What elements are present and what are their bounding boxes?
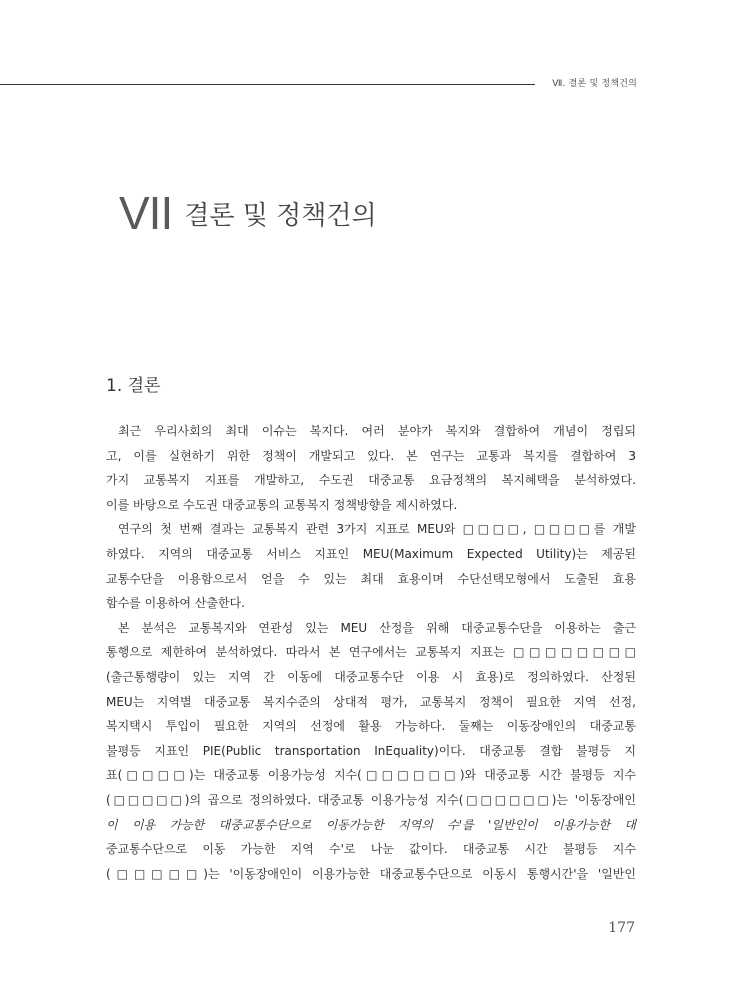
- section-heading: 1. 결론: [106, 376, 161, 396]
- body-line: 연구의 첫 번째 결과는 교통복지 관련 3가지 지표로 MEU와 □□□□, □□□□를 개발: [118, 522, 636, 537]
- body-line: 고, 이를 실현하기 위한 정책이 개발되고 있다. 본 연구는 교통과 복지를 결합하여 3: [106, 448, 636, 463]
- body-line: 이를 바탕으로 수도권 대중교통의 교통복지 정책방향을 제시하였다.: [106, 497, 458, 512]
- body-line: 불평등 지표인 PIE(Public transportation InEquality)이다. 대중교통 결합 불평등 지: [106, 743, 636, 758]
- body-line: 가지 교통복지 지표를 개발하고, 수도권 대중교통 요금정책의 복지혜택을 분석하였다.: [106, 473, 636, 488]
- body-line: 복지택시 투입이 필요한 지역의 선정에 활용 가능하다. 둘째는 이동장애인의 대중교통: [106, 719, 636, 734]
- body-line: 중교통수단으로 이동 가능한 지역 수'로 나눈 값이다. 대중교통 시간 불평등 지수: [106, 842, 636, 857]
- body-line: 본 분석은 교통복지와 연관성 있는 MEU 산정을 위해 대중교통수단을 이용하는 출근: [118, 620, 636, 635]
- chapter-title: [119, 187, 377, 239]
- body-line: MEU는 지역별 대중교통 복지수준의 상대적 평가, 교통복지 정책이 필요한 지역 선정,: [106, 694, 636, 709]
- chapter-heading: 결론 및 정책건의: [184, 201, 377, 231]
- header-rule: [0, 84, 535, 85]
- body-line: (□□□□□)의 곱으로 정의하였다. 대중교통 이용가능성 지수(□□□□□□)는 '이동장애인: [106, 792, 636, 807]
- body-line: 하였다. 지역의 대중교통 서비스 지표인 MEU(Maximum Expected Utility)는 제공된: [106, 546, 636, 561]
- body-text: [106, 419, 636, 886]
- page-number: 177: [608, 920, 635, 936]
- body-line: (출근통행량이 있는 지역 간 이동에 대중교통수단 이용 시 효용)로 정의하였다. 산정된: [106, 669, 636, 684]
- chapter-number: VII: [119, 187, 173, 239]
- body-line: 함수를 이용하여 산출한다.: [106, 596, 245, 611]
- running-header: Ⅶ. 결론 및 정책건의: [552, 79, 637, 89]
- body-line: 이 이용 가능한 대중교통수단으로 이동가능한 지역의 수'를 '일반인이 이용가능한 대: [106, 817, 636, 832]
- body-line: 교통수단을 이용함으로서 얻을 수 있는 최대 효용이며 수단선택모형에서 도출된 효용: [106, 571, 636, 586]
- body-line: (□□□□□)는 '이동장애인이 이용가능한 대중교통수단으로 이동시 통행시간'을 '일반인: [106, 866, 636, 881]
- body-line: 표(□□□□)는 대중교통 이용가능성 지수(□□□□□□)와 대중교통 시간 불평등 지수: [106, 768, 636, 783]
- body-line: 통행으로 제한하여 분석하였다. 따라서 본 연구에서는 교통복지 지표는 □□□□□□□□: [106, 645, 636, 660]
- body-line: 최근 우리사회의 최대 이슈는 복지다. 여러 분야가 복지와 결합하여 개념이 정립되: [118, 424, 636, 438]
